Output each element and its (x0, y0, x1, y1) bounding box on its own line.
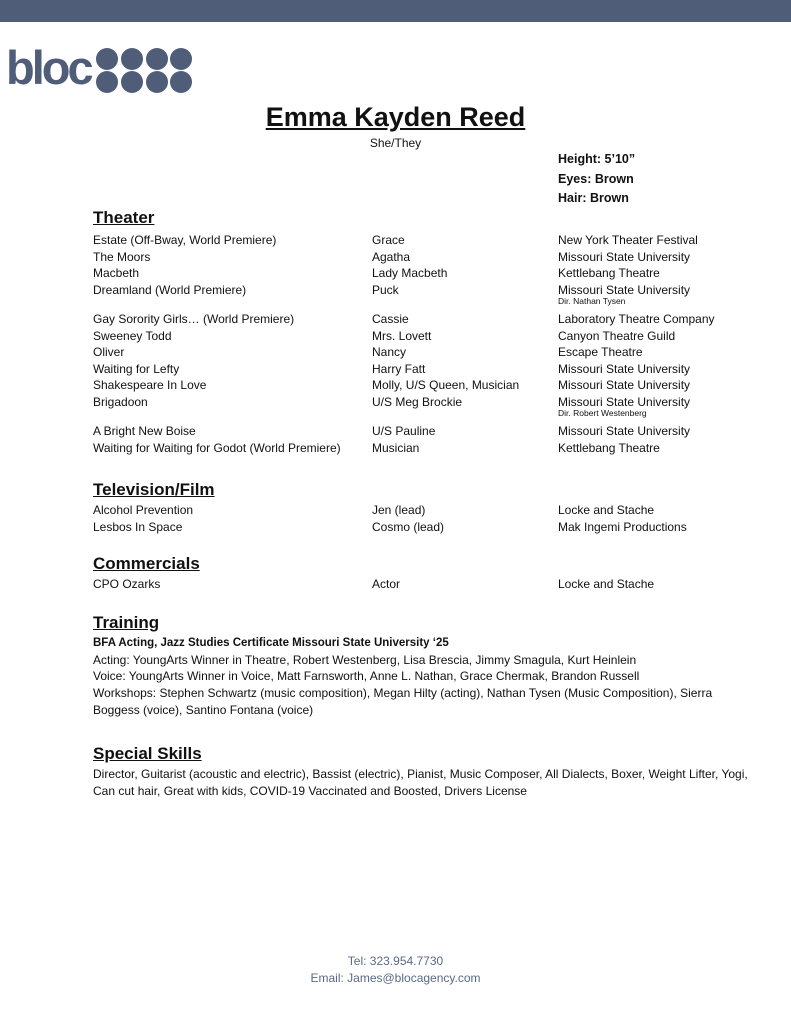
eyes-stat: Eyes: Brown (558, 171, 634, 186)
training-workshops: Workshops: Stephen Schwartz (music composition), Megan Hilty (acting), Nathan Tysen (Music Composition), Sierra Boggess (voice), Santino Fontana (voice) (93, 686, 713, 717)
credit-row (93, 378, 773, 395)
height-stat: Height: 5’10” (558, 152, 636, 166)
training-voice: Voice: YoungArts Winner in Voice, Matt Farnsworth, Anne L. Nathan, Grace Chermak, Brandon Russell (93, 669, 640, 684)
credit-venue: Escape Theatre (558, 345, 643, 359)
credit-show: A Bright New Boise (93, 424, 196, 438)
credit-role: Grace (372, 233, 405, 247)
credit-role: Lady Macbeth (372, 266, 448, 280)
training-acting: Acting: YoungArts Winner in Theatre, Robert Westenberg, Lisa Brescia, Jimmy Smagula, Kurt Heinlein (93, 652, 637, 667)
credit-show: Brigadoon (93, 394, 148, 409)
credit-show: Macbeth (93, 266, 140, 280)
pronouns: She/They (369, 136, 422, 150)
footer-email: Email: James@blocagency.com (310, 971, 481, 985)
credit-role: Cassie (372, 312, 409, 326)
theater-credits (93, 233, 773, 457)
credit-role: Jen (lead) (372, 503, 426, 517)
credit-show: Shakespeare In Love (93, 378, 207, 392)
credit-director: Dir. Robert Westenberg (558, 408, 647, 418)
credit-show: Waiting for Lefty (93, 361, 180, 376)
credit-row (93, 424, 773, 441)
credit-venue: Laboratory Theatre Company (558, 312, 715, 326)
logo-dots-icon (96, 48, 192, 94)
credit-venue: Canyon Theatre Guild (558, 328, 676, 343)
credit-show: Waiting for Waiting for Godot (World Premiere) (93, 440, 341, 455)
credit-show: Dreamland (World Premiere) (93, 282, 247, 297)
credit-show: Oliver (93, 345, 125, 359)
top-banner (0, 0, 791, 22)
credit-row (93, 233, 773, 250)
theater-heading: Theater (93, 208, 155, 227)
credit-row (93, 345, 773, 362)
commercials-heading: Commercials (93, 554, 200, 573)
film-credits (93, 503, 773, 536)
credit-row (93, 329, 773, 346)
credit-show: Gay Sorority Girls… (World Premiere) (93, 312, 295, 326)
credit-show: Lesbos In Space (93, 519, 183, 534)
credit-venue: Locke and Stache (558, 503, 655, 517)
credit-role: Mrs. Lovett (372, 328, 432, 343)
skills-heading: Special Skills (93, 744, 202, 763)
credit-venue: Mak Ingemi Productions (558, 519, 687, 534)
credit-role: Musician (372, 440, 420, 455)
skills-text: Director, Guitarist (acoustic and electric), Bassist (electric), Pianist, Music Composer, All Dialects, Boxer, Weight Lifter, Yogi, Can cut hair, Great with kids, COVID-19 Vaccinated and Boosted, Drivers License (93, 767, 748, 798)
credit-role: Agatha (372, 249, 411, 264)
credit-row (93, 250, 773, 267)
logo-wordmark: bloc (6, 41, 91, 94)
credit-role: Actor (372, 577, 401, 591)
credit-show: CPO Ozarks (93, 577, 161, 591)
credit-row (93, 266, 773, 283)
credit-director-row (93, 296, 773, 312)
credit-director-row (93, 408, 773, 424)
credit-venue: Kettlebang Theatre (558, 440, 660, 455)
credit-row (93, 503, 773, 520)
training-details (93, 635, 753, 719)
film-heading: Television/Film (93, 480, 215, 499)
credit-venue: Missouri State University (558, 378, 691, 392)
credit-row (93, 312, 773, 329)
credit-venue: Missouri State University (558, 361, 691, 376)
credit-row (93, 441, 773, 458)
credit-row (93, 283, 773, 300)
commercial-credits (93, 577, 773, 594)
credit-row (93, 520, 773, 537)
credit-role: Harry Fatt (372, 361, 426, 376)
credit-venue: Missouri State University (558, 249, 691, 264)
credit-venue: New York Theater Festival (558, 233, 698, 247)
hair-stat: Hair: Brown (558, 191, 629, 205)
credit-venue: Missouri State University (558, 424, 691, 438)
credit-show: Alcohol Prevention (93, 503, 194, 517)
credit-director: Dir. Nathan Tysen (558, 296, 626, 306)
credit-role: Molly, U/S Queen, Musician (372, 378, 520, 392)
credit-show: Sweeney Todd (93, 328, 172, 343)
credit-row (93, 362, 773, 379)
performer-name: Emma Kayden Reed (265, 102, 526, 132)
credit-show: Estate (Off-Bway, World Premiere) (93, 233, 277, 247)
credit-show: The Moors (93, 249, 151, 264)
credit-role: U/S Meg Brockie (372, 394, 463, 409)
credit-role: Puck (372, 282, 399, 297)
credit-row (93, 577, 773, 594)
training-degree: BFA Acting, Jazz Studies Certificate Missouri State University ‘25 (93, 637, 449, 649)
credit-role: U/S Pauline (372, 424, 436, 438)
agency-logo (6, 41, 192, 94)
credit-venue: Kettlebang Theatre (558, 266, 660, 280)
physical-stats (558, 152, 635, 211)
training-heading: Training (93, 613, 160, 632)
footer-phone: Tel: 323.954.7730 (347, 954, 444, 968)
credit-role: Cosmo (lead) (372, 519, 445, 534)
credit-row (93, 395, 773, 412)
credit-venue: Locke and Stache (558, 577, 655, 591)
credit-venue: Missouri State University (558, 394, 691, 409)
credit-venue: Missouri State University (558, 282, 691, 297)
credit-role: Nancy (372, 345, 407, 359)
